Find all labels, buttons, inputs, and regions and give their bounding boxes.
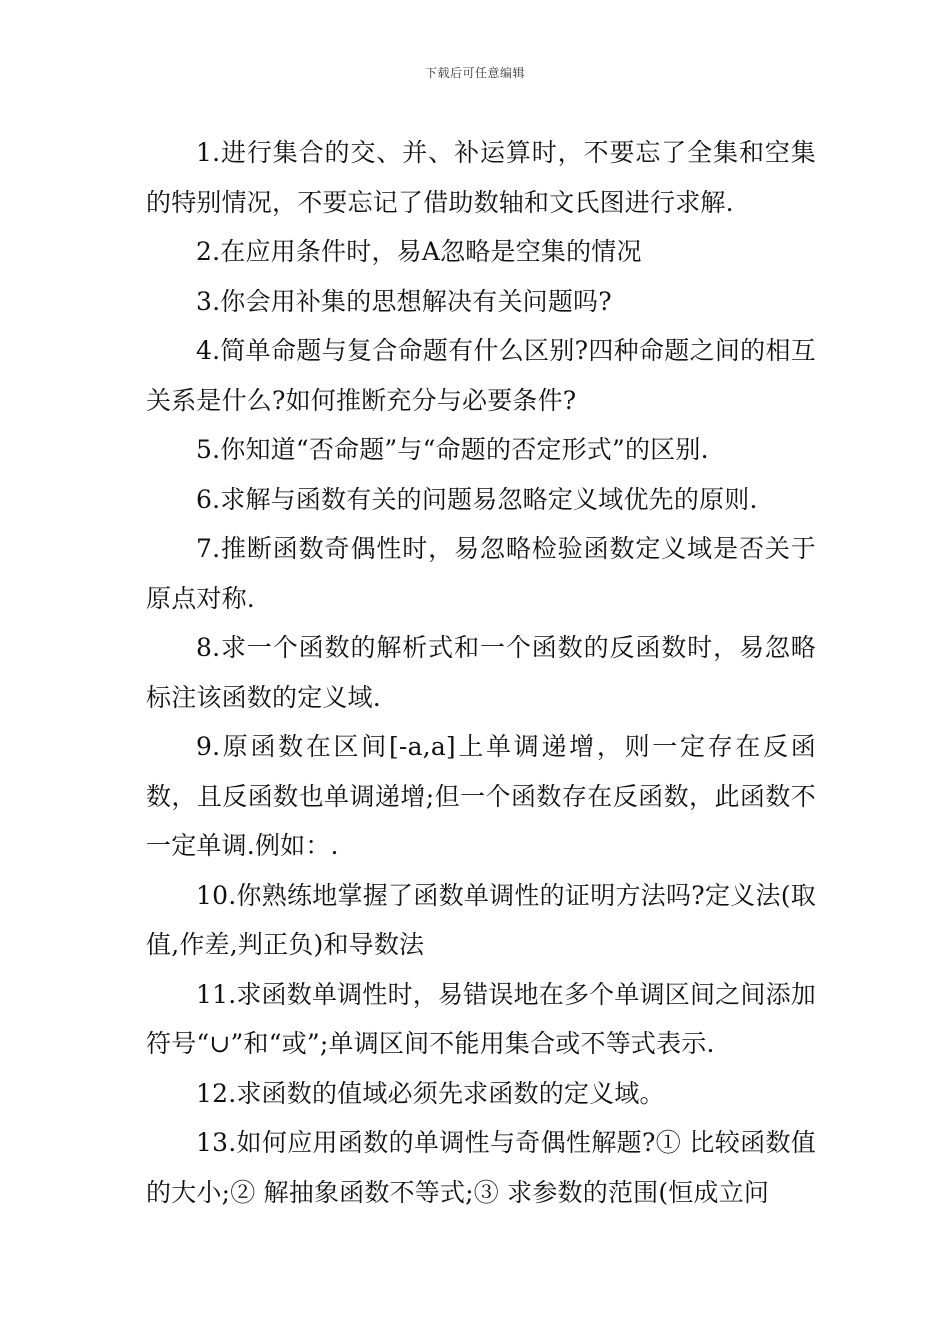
paragraph-6: 6.求解与函数有关的问题易忽略定义域优先的原则. [196, 484, 758, 514]
paragraph-12: 12.求函数的值域必须先求函数的定义域。 [196, 1078, 665, 1108]
paragraph-13: 13.如何应用函数的单调性与奇偶性解题?① 比较函数值的大小;② 解抽象函数不等式;③ 求参数的范围(恒成立问 [146, 1128, 816, 1207]
paragraph-7: 7.推断函数奇偶性时，易忽略检验函数定义域是否关于原点对称. [146, 534, 816, 613]
paragraph-2: 2.在应用条件时，易A忽略是空集的情况 [196, 237, 642, 266]
paragraph-9: 9.原函数在区间[-a,a]上单调递增，则一定存在反函数，且反函数也单调递增;但一个函数存在反函数，此函数不一定单调.例如：. [146, 732, 816, 860]
document-body [146, 128, 816, 1217]
paragraph-1: 1.进行集合的交、并、补运算时，不要忘了全集和空集的特别情况，不要忘记了借助数轴和文氏图进行求解. [146, 138, 816, 217]
paragraph-3: 3.你会用补集的思想解决有关问题吗? [196, 286, 612, 316]
paragraph-8: 8.求一个函数的解析式和一个函数的反函数时，易忽略标注该函数的定义域. [146, 633, 816, 712]
page-header: 下载后可任意编辑 [424, 66, 525, 80]
paragraph-10: 10.你熟练地掌握了函数单调性的证明方法吗?定义法(取值,作差,判正负)和导数法 [146, 880, 816, 959]
paragraph-4: 4.简单命题与复合命题有什么区别?四种命题之间的相互关系是什么?如何推断充分与必要条件? [146, 336, 816, 415]
paragraph-11: 11.求函数单调性时，易错误地在多个单调区间之间添加符号“∪”和“或”;单调区间不能用集合或不等式表示. [146, 979, 816, 1058]
paragraph-5: 5.你知道“否命题”与“命题的否定形式”的区别. [196, 435, 709, 464]
